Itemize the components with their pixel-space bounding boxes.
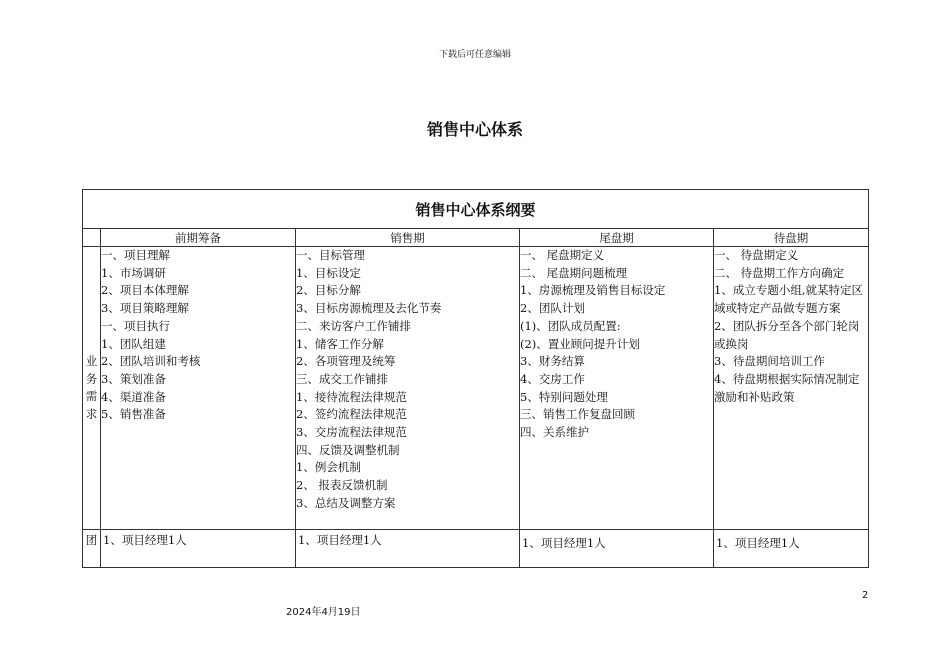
list-item: 3、目标房源梳理及去化节奏 <box>296 301 442 316</box>
list-item: 三、成交工作铺排 <box>296 371 388 386</box>
column-header-sales: 销售期 <box>296 229 520 247</box>
list-item: 一、目标管理 <box>296 248 365 262</box>
list-item: 2、团队培训和考核 <box>101 354 201 369</box>
list-item: 2、各项管理及统筹 <box>296 354 396 369</box>
list-item: 一、项目执行 <box>101 318 170 333</box>
list-item: 4、交房工作 <box>520 371 585 386</box>
list-item: 1、接待流程法律规范 <box>296 389 407 404</box>
list-item: 3、总结及调整方案 <box>296 495 396 510</box>
row-label-team: 团 <box>83 530 101 568</box>
list-item: 1、团队组建 <box>101 336 166 351</box>
list-item: 2、签约流程法律规范 <box>296 407 407 422</box>
row-label-business: 业 务 需 求 <box>83 247 101 530</box>
list-item: 二、来访客户工作铺排 <box>296 318 411 333</box>
column-header-preparation: 前期筹备 <box>101 229 296 247</box>
list-item: (2)、置业顾问提升计划 <box>520 336 640 351</box>
list-item: 5、销售准备 <box>101 407 166 422</box>
list-item: 四、反馈及调整机制 <box>296 442 400 457</box>
list-item: 2、项目本体理解 <box>101 283 189 298</box>
list-item: 一、 待盘期定义 <box>714 248 799 262</box>
list-item: 3、项目策略理解 <box>101 301 189 316</box>
list-item: 4、渠道准备 <box>101 389 166 404</box>
column-header-standby: 待盘期 <box>714 229 869 247</box>
list-item: 1、例会机制 <box>296 460 361 475</box>
list-item: 一、 尾盘期定义 <box>520 248 605 262</box>
list-item: 2、团队计划 <box>520 301 585 316</box>
list-item: 2、目标分解 <box>296 283 361 298</box>
list-item: 3、交房流程法律规范 <box>296 425 407 440</box>
list-item: 1、市场调研 <box>101 265 166 280</box>
header-note: 下载后可任意编辑 <box>438 50 511 60</box>
team-row <box>83 530 869 568</box>
list-item: 1、储客工作分解 <box>296 336 384 351</box>
team-cell-sales: 1、项目经理1人 <box>296 530 520 568</box>
list-item: 3、策划准备 <box>101 371 166 386</box>
list-item: 二、 待盘期工作方向确定 <box>714 265 845 280</box>
table-title: 销售中心体系纲要 <box>83 190 869 229</box>
team-cell-standby: 1、项目经理1人 <box>714 530 869 568</box>
team-cell-preparation: 1、项目经理1人 <box>101 530 296 568</box>
list-item: 1、房源梳理及销售目标设定 <box>520 283 666 298</box>
list-item: 1、目标设定 <box>296 265 361 280</box>
list-item: 一、项目理解 <box>101 248 170 262</box>
list-item: 4、待盘期根据实际情况制定激励和补贴政策 <box>714 371 860 404</box>
cell-tail <box>520 247 714 530</box>
footer-date: 2024年4月19日 <box>286 607 361 618</box>
list-item: (1)、团队成员配置: <box>520 318 621 333</box>
team-cell-tail: 1、项目经理1人 <box>520 530 714 568</box>
cell-sales <box>296 247 520 530</box>
list-item: 2、 报表反馈机制 <box>296 478 388 493</box>
list-item: 5、特别问题处理 <box>520 389 608 404</box>
list-item: 3、财务结算 <box>520 354 585 369</box>
document-title: 销售中心体系 <box>426 120 523 139</box>
page-number: 2 <box>862 590 869 601</box>
list-item: 二、 尾盘期问题梳理 <box>520 265 628 280</box>
list-item: 三、销售工作复盘回顾 <box>520 407 635 422</box>
column-header-row <box>83 229 869 247</box>
cell-preparation <box>101 247 296 530</box>
business-requirement-row <box>83 247 869 530</box>
list-item: 四、关系维护 <box>520 425 589 440</box>
list-item: 1、成立专题小组,就某特定区域或特定产品做专题方案 <box>714 283 863 316</box>
cell-standby <box>714 247 869 530</box>
list-item: 2、团队拆分至各个部门轮岗或换岗 <box>714 318 860 351</box>
column-header-tail: 尾盘期 <box>520 229 714 247</box>
sales-outline-table <box>82 189 869 568</box>
corner-cell <box>83 229 101 247</box>
list-item: 3、待盘期间培训工作 <box>714 354 825 369</box>
